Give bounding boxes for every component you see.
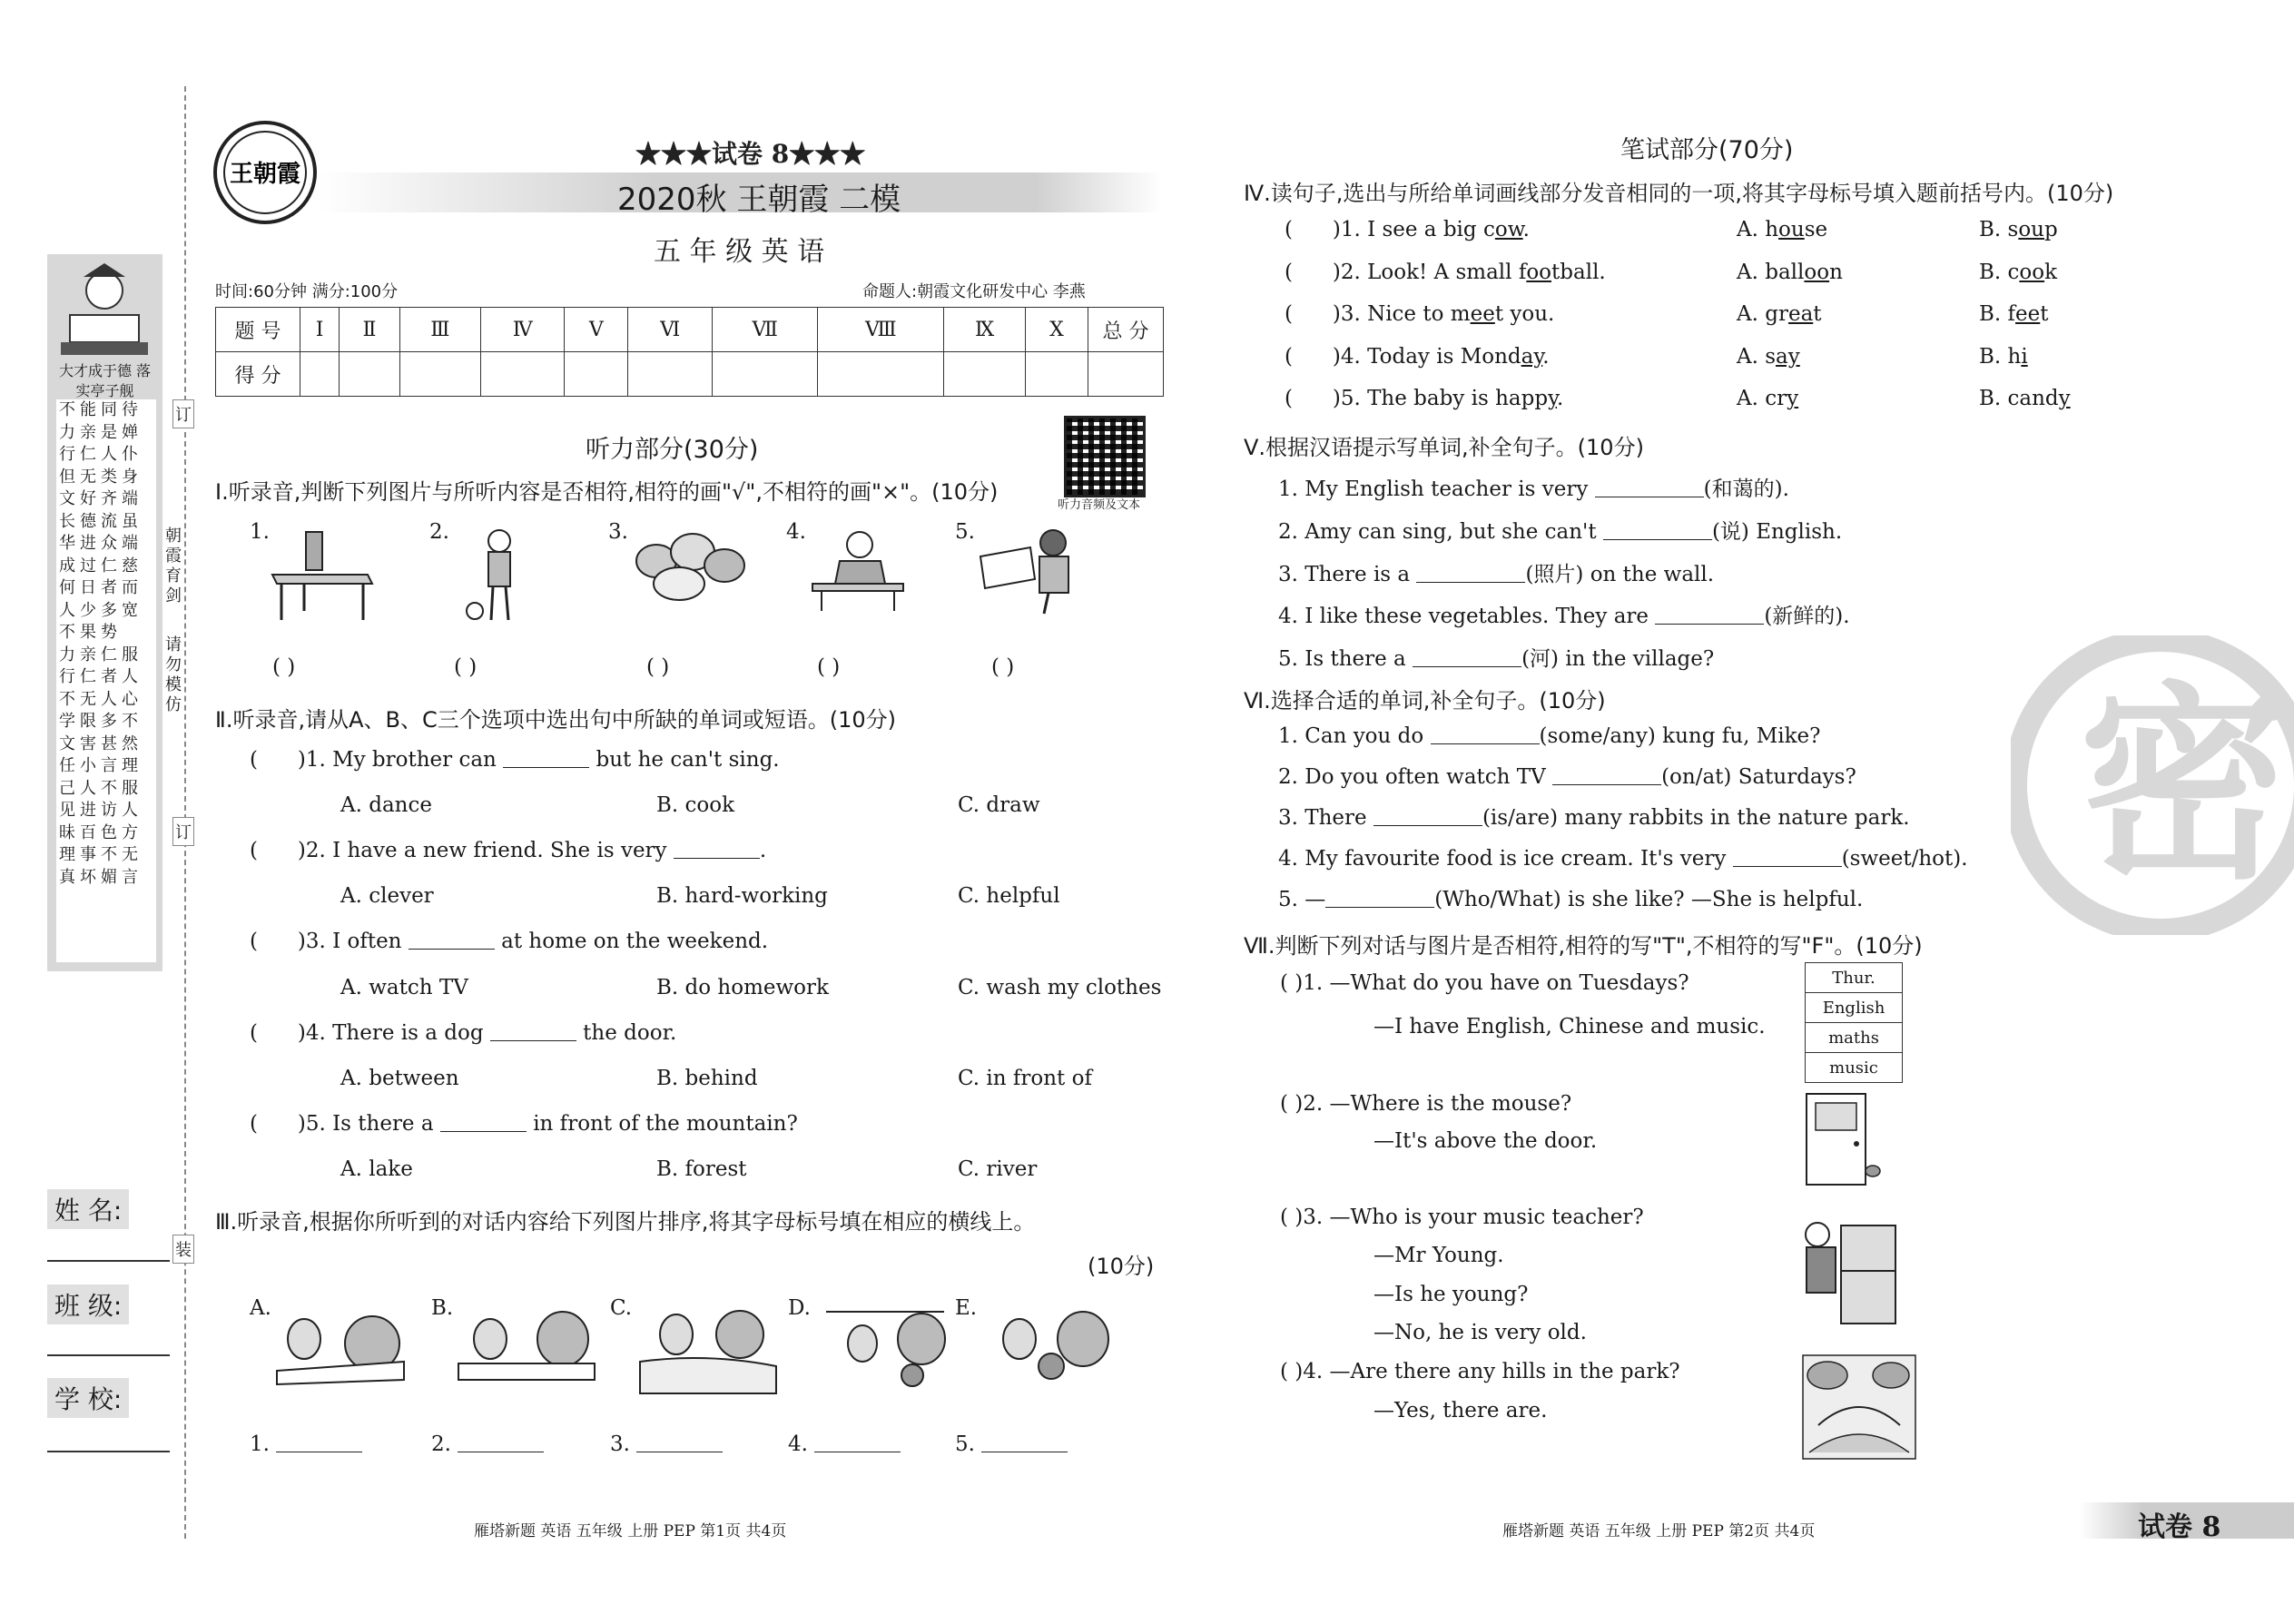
author-info: 命题人:朝霞文化研发中心 李燕 [862,282,1086,301]
pic-boy-football [458,525,540,625]
pic-squirrel-bear-a [268,1298,413,1389]
p7-q2-line1[interactable]: ( )2. —Where is the mouse? [1280,1092,1572,1116]
p2-q4-c[interactable]: C. in front of [958,1067,1092,1090]
answer-blank[interactable] [458,1451,544,1452]
p3-pic-label-c: C. [610,1296,633,1320]
p7-q3-line1[interactable]: ( )3. —Who is your music teacher? [1280,1206,1644,1229]
p3-pic-label-b: B. [431,1296,454,1320]
p2-q5-b[interactable]: B. forest [656,1157,747,1181]
pic-vegetables [629,525,747,606]
p3-answer-2: 2. [431,1432,544,1456]
school-label: 学 校: [47,1378,129,1418]
answer-blank[interactable] [1413,665,1521,667]
part3-points: (10分) [1088,1254,1155,1279]
score-table: 题 号 Ⅰ Ⅱ Ⅲ Ⅳ Ⅴ Ⅵ Ⅶ Ⅷ Ⅸ Ⅹ 总 分 得 分 [215,307,1164,397]
answer-blank[interactable] [1325,906,1434,908]
score-cell[interactable] [1025,352,1088,397]
answer-blank[interactable] [981,1451,1068,1452]
pic-park-hills [1800,1353,1918,1462]
answer-blank[interactable] [814,1451,901,1452]
answer-blank[interactable] [1603,538,1712,540]
score-cell[interactable] [399,352,481,397]
side-text-1: 朝霞育剑 [165,527,182,605]
p4-q5-a[interactable]: A. cry [1737,387,1799,410]
name-field[interactable] [47,1260,170,1262]
footer-right: 雁塔新题 英语 五年级 上册 PEP 第2页 共4页 [1502,1522,1816,1540]
p7-q3-line2: —Mr Young. [1373,1244,1504,1267]
p5-q1: 1. My English teacher is very (和蔼的). [1278,477,1789,501]
p6-q1: 1. Can you do (some/any) kung fu, Mike? [1278,724,1821,748]
p2-q2-c[interactable]: C. helpful [958,884,1060,908]
answer-blank[interactable] [490,1039,576,1041]
p1-item-3: 3. [608,520,628,544]
p2-q3-b[interactable]: B. do homework [656,976,829,999]
pic-boy-drawing [976,525,1085,615]
p4-q5: ( )5. The baby is happy. [1285,387,1564,410]
exam-title: 2020秋 王朝霞 二模 [617,182,901,218]
p4-q3: ( )3. Nice to meet you. [1285,302,1555,326]
p2-q1: ( )1. My brother can but he can't sing. [250,748,780,772]
pic-old-teacher-piano [1797,1216,1906,1330]
score-cell[interactable] [340,352,399,397]
listening-title: 听力部分(30分) [586,436,759,464]
p4-q1-a[interactable]: A. house [1737,218,1828,241]
score-cell[interactable] [300,352,340,397]
p3-answer-3: 3. [610,1432,723,1456]
p2-q5-c[interactable]: C. river [958,1157,1038,1181]
p2-q1-b[interactable]: B. cook [656,793,735,817]
p2-q3-a[interactable]: A. watch TV [340,976,468,999]
p4-q3-b[interactable]: B. feet [1979,302,2049,326]
part2-heading: Ⅱ.听录音,请从A、B、C三个选项中选出句中所缺的单词或短语。(10分) [215,707,896,733]
confidential-stamp-watermark [2011,635,2294,935]
p1-item-2: 2. [429,520,449,544]
p4-q1: ( )1. I see a big cow. [1285,218,1530,241]
class-field[interactable] [47,1354,170,1356]
p2-q2-b[interactable]: B. hard-working [656,884,828,908]
p4-q4-a[interactable]: A. say [1737,345,1800,369]
pic-table-bottle [268,525,377,625]
p4-q3-a[interactable]: A. great [1737,302,1822,326]
name-label: 姓 名: [47,1189,129,1229]
p2-q5-a[interactable]: A. lake [340,1157,413,1181]
p4-q5-b[interactable]: B. candy [1979,387,2071,410]
answer-blank[interactable] [1373,824,1482,826]
part5-heading: Ⅴ.根据汉语提示写单词,补全句子。(10分) [1244,435,1644,460]
p7-q3-line3: —Is he young? [1373,1283,1529,1306]
p7-q4-line2: —Yes, there are. [1373,1399,1548,1422]
part1-heading: Ⅰ.听录音,判断下列图片与所听内容是否相符,相符的画"√",不相符的画"×"。(10分) [215,479,999,505]
pic-student-desk [803,525,912,615]
p1-answer-4[interactable]: ( ) [817,655,841,679]
footer-left: 雁塔新题 英语 五年级 上册 PEP 第1页 共4页 [474,1522,787,1540]
exam-subject: 五 年 级 英 语 [654,236,825,268]
exam-number: ★★★试卷 8★★★ [635,139,866,169]
pic-squirrel-bear-d [817,1298,962,1389]
pic-door-mouse [1802,1089,1884,1189]
p6-q3: 3. There (is/are) many rabbits in the nature park. [1278,806,1910,830]
p1-item-5: 5. [955,520,975,544]
motto-top: 大才成于德 落实亭子舰 [58,362,152,399]
p5-q2: 2. Amy can sing, but she can't (说) English. [1278,520,1843,544]
p2-q3: ( )3. I often at home on the weekend. [250,930,769,953]
answer-blank[interactable] [409,948,495,950]
p6-q5: 5. — (Who/What) is she like? —She is helpful. [1278,888,1864,911]
p4-q2-b[interactable]: B. cook [1979,261,2058,284]
p2-q1-c[interactable]: C. draw [958,793,1040,817]
part4-heading: Ⅳ.读句子,选出与所给单词画线部分发音相同的一项,将其字母标号填入题前括号内。(10分) [1244,181,2114,206]
p4-q1-b[interactable]: B. soup [1979,218,2058,241]
pic-squirrel-bear-b [454,1298,599,1389]
timetable: Thur. English maths music [1805,962,1903,1083]
side-mark-1: 订 [172,399,194,428]
score-cell[interactable] [628,352,713,397]
p5-q4: 4. I like these vegetables. They are (新鲜的). [1278,605,1850,628]
answer-blank[interactable] [503,766,589,768]
p3-answer-5: 5. [955,1432,1068,1456]
p2-q2-a[interactable]: A. clever [340,884,434,908]
side-mark-2: 订 [172,817,194,846]
qr-caption: 听力音频及文本 [1058,498,1141,512]
answer-blank[interactable] [1431,743,1540,744]
pic-squirrel-bear-e [988,1298,1133,1389]
p7-q4-line1[interactable]: ( )4. —Are there any hills in the park? [1280,1360,1680,1383]
table-row-label: 题 号 [216,308,300,352]
p1-answer-1[interactable]: ( ) [272,655,296,679]
score-cell[interactable] [818,352,944,397]
p1-answer-5[interactable]: ( ) [991,655,1015,679]
p2-q4-b[interactable]: B. behind [656,1067,758,1090]
p1-answer-3[interactable]: ( ) [646,655,670,679]
answer-blank[interactable] [1595,496,1704,497]
p7-q1-line2: —I have English, Chinese and music. [1373,1015,1766,1038]
p4-q4: ( )4. Today is Monday. [1285,345,1550,369]
side-mark-3: 装 [172,1235,194,1264]
p2-q1-a[interactable]: A. dance [340,793,432,817]
answer-blank[interactable] [1416,581,1525,583]
brand-logo-text: 王朝霞 [229,161,301,188]
p4-q2: ( )2. Look! A small football. [1285,261,1606,284]
p1-item-4: 4. [786,520,806,544]
p3-pic-label-a: A. [250,1296,271,1320]
school-field[interactable] [47,1451,170,1452]
motto-text-block: 不能同待 力亲是婵 行仁人仆 但无类身 文好齐端 长德流虽 华进众端 成过仁慈 何日者而 人少多宽 不果势 力亲仁服 行仁者人 不无人心 学限多不 文害甚然 任小言理 己人不服 见进访人 昧百色方 理事不无 真坏媚言 [59,400,143,887]
score-cell[interactable] [565,352,628,397]
answer-blank[interactable] [1733,865,1842,867]
score-cell[interactable] [1088,352,1164,397]
answer-blank[interactable] [440,1130,527,1132]
p5-q5: 5. Is there a (河) in the village? [1278,647,1715,671]
p4-q4-b[interactable]: B. hi [1979,345,2028,369]
answer-blank[interactable] [1655,623,1764,625]
part3-heading: Ⅲ.听录音,根据你所听到的对话内容给下列图片排序,将其字母标号填在相应的横线上。 [215,1209,1036,1235]
p2-q4-a[interactable]: A. between [340,1067,459,1090]
class-label: 班 级: [47,1284,129,1324]
score-cell[interactable] [481,352,565,397]
answer-blank[interactable] [1552,783,1661,785]
score-cell[interactable] [944,352,1026,397]
part6-heading: Ⅵ.选择合适的单词,补全句子。(10分) [1244,688,1606,714]
p1-answer-2[interactable]: ( ) [454,655,478,679]
p2-q5: ( )5. Is there a in front of the mountain? [250,1112,798,1136]
p3-answer-1: 1. [250,1432,362,1456]
brand-logo [211,118,320,227]
p2-q3-c[interactable]: C. wash my clothes [958,976,1162,999]
answer-blank[interactable] [674,857,760,859]
side-text-2: 请勿模仿 [165,635,182,714]
binding-line [184,86,186,1539]
p5-q3: 3. There is a (照片) on the wall. [1278,563,1715,586]
p4-q2-a[interactable]: A. balloon [1737,261,1843,284]
answer-blank[interactable] [276,1451,362,1452]
p6-q2: 2. Do you often watch TV (on/at) Saturdays? [1278,765,1856,789]
time-info: 时间:60分钟 满分:100分 [215,282,399,301]
part7-heading: Ⅶ.判断下列对话与图片是否相符,相符的写"T",不相符的写"F"。(10分) [1244,933,1923,959]
p3-pic-label-e: E. [955,1296,978,1320]
p7-q1-line1[interactable]: ( )1. —What do you have on Tuesdays? [1280,971,1689,995]
p1-item-1: 1. [250,520,270,544]
answer-blank[interactable] [636,1451,723,1452]
svg-text:密: 密 [2078,665,2289,908]
p7-q3-line4: —No, he is very old. [1373,1321,1587,1344]
p3-pic-label-d: D. [788,1296,811,1320]
score-cell[interactable] [713,352,818,397]
p2-q2: ( )2. I have a new friend. She is very . [250,839,767,862]
p7-q2-line2: —It's above the door. [1373,1129,1598,1153]
pic-squirrel-bear-c [635,1298,781,1398]
writing-title: 笔试部分(70分) [1620,136,1794,164]
qr-code[interactable] [1064,416,1146,497]
p3-answer-4: 4. [788,1432,901,1456]
p2-q4: ( )4. There is a dog the door. [250,1021,677,1045]
corner-exam-label: 试卷 8 [2138,1511,2221,1543]
p6-q4: 4. My favourite food is ice cream. It's very (sweet/hot). [1278,847,1968,871]
